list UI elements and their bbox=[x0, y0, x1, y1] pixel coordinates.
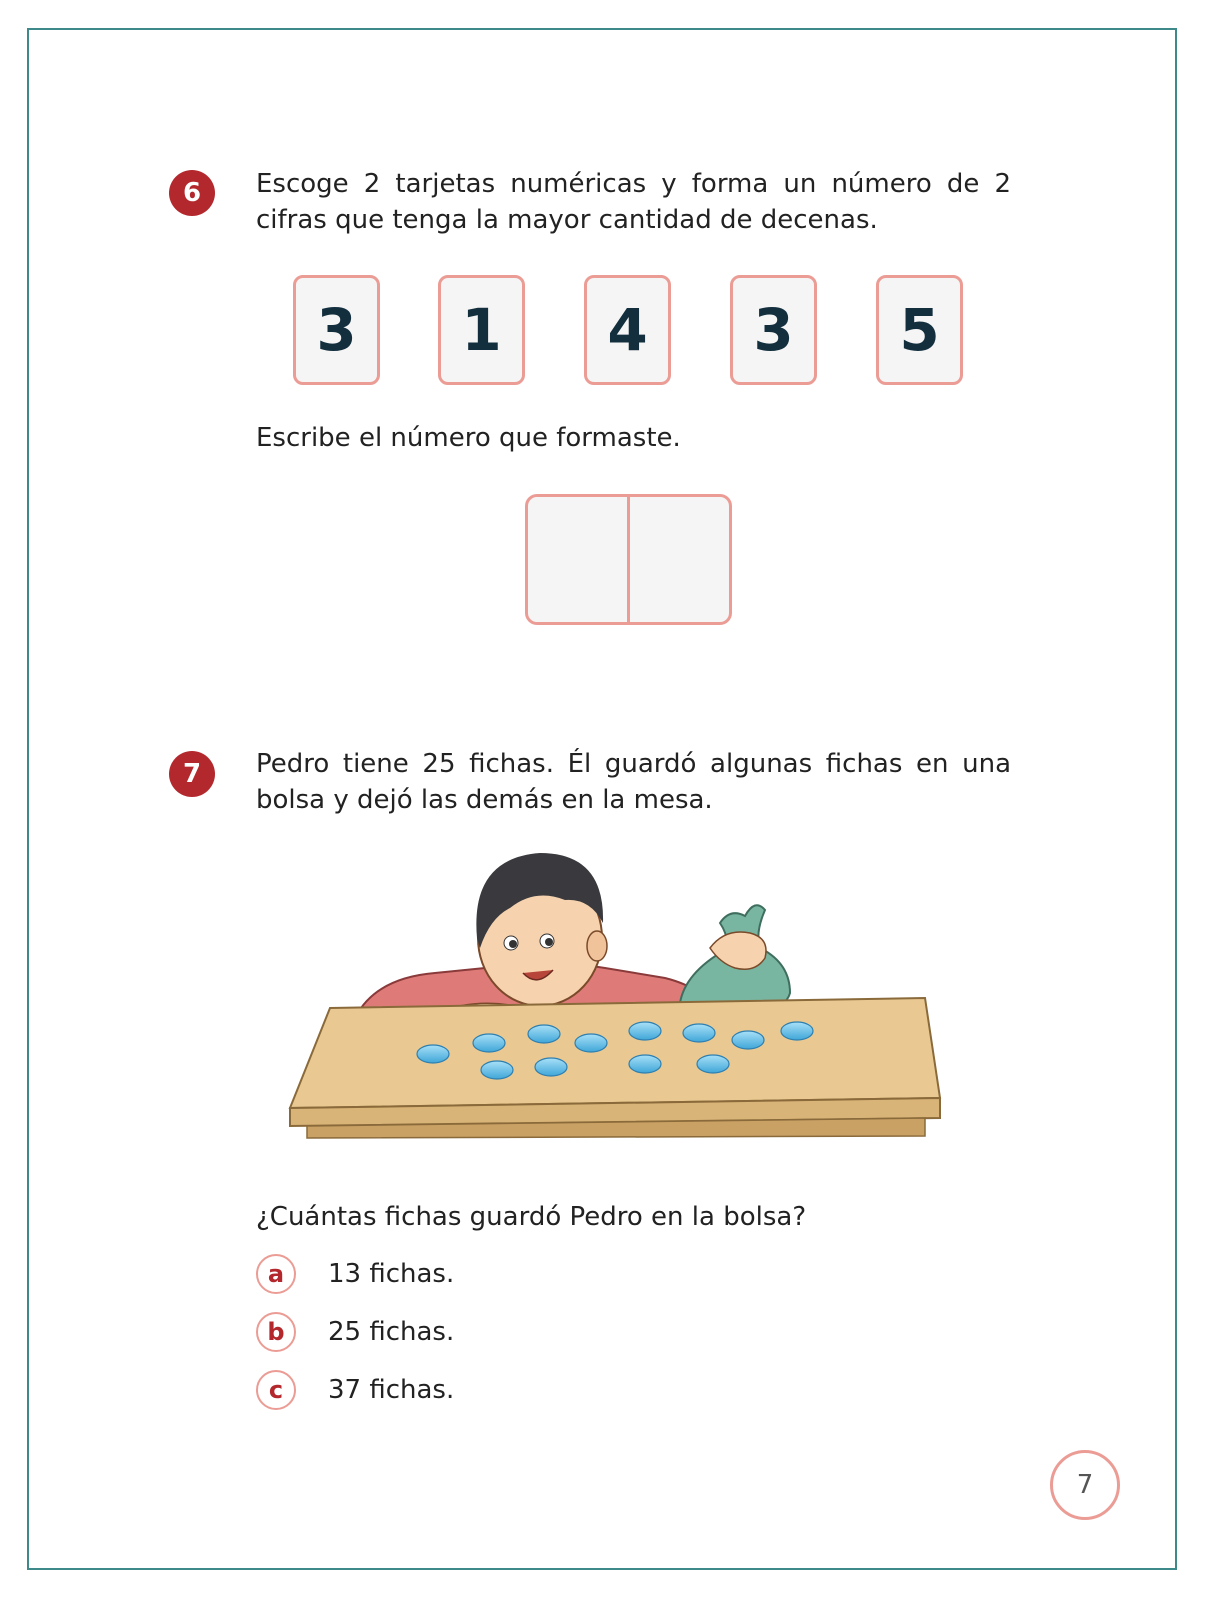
number-card[interactable]: 3 bbox=[293, 275, 380, 385]
option-c-letter[interactable]: c bbox=[256, 1370, 296, 1410]
number-cards bbox=[293, 275, 965, 387]
tens-digit-cell[interactable] bbox=[528, 497, 627, 622]
option-a[interactable] bbox=[256, 1252, 454, 1296]
boy-with-chips-illustration bbox=[285, 838, 965, 1163]
number-card[interactable]: 4 bbox=[584, 275, 671, 385]
option-b-letter[interactable]: b bbox=[256, 1312, 296, 1352]
option-a-text: 13 fichas. bbox=[328, 1259, 455, 1289]
question-6-text: Escoge 2 tarjetas numéricas y forma un número de 2 cifras que tenga la mayor cantidad de decenas. bbox=[256, 169, 1011, 235]
units-digit-cell[interactable] bbox=[627, 497, 729, 622]
question-6-badge bbox=[169, 170, 215, 216]
question-6-instruction: Escribe el número que formaste. bbox=[256, 423, 681, 453]
option-c-text: 37 fichas. bbox=[328, 1375, 455, 1405]
question-7-text: Pedro tiene 25 fichas. Él guardó algunas fichas en una bolsa y dejó las demás en la mesa. bbox=[256, 749, 1011, 815]
two-digit-answer-box[interactable] bbox=[525, 494, 732, 625]
number-card[interactable]: 3 bbox=[730, 275, 817, 385]
page-number: 7 bbox=[1050, 1450, 1120, 1520]
question-7-badge bbox=[169, 751, 215, 797]
option-c[interactable] bbox=[256, 1368, 454, 1412]
question-7-prompt: ¿Cuántas fichas guardó Pedro en la bolsa? bbox=[256, 1202, 807, 1232]
option-b[interactable] bbox=[256, 1310, 454, 1354]
question-6-number: 6 bbox=[182, 178, 202, 208]
number-card[interactable]: 1 bbox=[438, 275, 525, 385]
option-b-text: 25 fichas. bbox=[328, 1317, 455, 1347]
option-a-letter[interactable]: a bbox=[256, 1254, 296, 1294]
question-7-number: 7 bbox=[182, 759, 202, 789]
number-card[interactable]: 5 bbox=[876, 275, 963, 385]
